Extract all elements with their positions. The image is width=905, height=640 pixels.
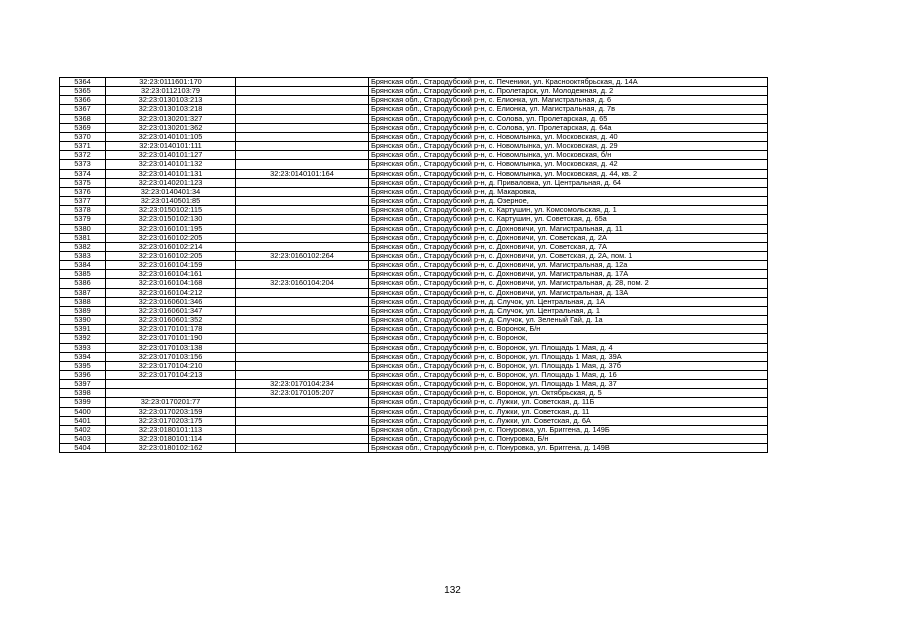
row-number-cell: 5376 (60, 187, 106, 196)
cadastral-number-cell: 32:23:0140501:85 (106, 197, 236, 206)
address-cell: Брянская обл., Стародубский р-н, д. Случок, ул. Зеленый Гай, д. 1а (369, 316, 768, 325)
table-row (60, 325, 768, 334)
row-number-cell: 5382 (60, 242, 106, 251)
object-cadastral-number-cell (236, 96, 369, 105)
address-cell: Брянская обл., Стародубский р-н, с. Лужки, ул. Советская, д. 11 (369, 407, 768, 416)
cadastral-number-cell: 32:23:0170101:178 (106, 325, 236, 334)
cadastral-number-cell: 32:23:0130103:213 (106, 96, 236, 105)
object-cadastral-number-cell (236, 398, 369, 407)
table-row (60, 444, 768, 453)
table-row (60, 270, 768, 279)
register-table-body (60, 78, 768, 453)
row-number-cell: 5370 (60, 132, 106, 141)
row-number-cell: 5380 (60, 224, 106, 233)
object-cadastral-number-cell (236, 425, 369, 434)
table-row (60, 261, 768, 270)
table-row (60, 334, 768, 343)
object-cadastral-number-cell (236, 361, 369, 370)
table-row (60, 215, 768, 224)
row-number-cell: 5366 (60, 96, 106, 105)
address-cell: Брянская обл., Стародубский р-н, с. Солова, ул. Пролетарская, д. 64а (369, 123, 768, 132)
row-number-cell: 5393 (60, 343, 106, 352)
table-row (60, 233, 768, 242)
object-cadastral-number-cell: 32:23:0170105:207 (236, 389, 369, 398)
row-number-cell: 5401 (60, 416, 106, 425)
row-number-cell: 5404 (60, 444, 106, 453)
object-cadastral-number-cell (236, 206, 369, 215)
object-cadastral-number-cell (236, 233, 369, 242)
table-row (60, 178, 768, 187)
cadastral-number-cell: 32:23:0170101:190 (106, 334, 236, 343)
object-cadastral-number-cell (236, 160, 369, 169)
cadastral-number-cell: 32:23:0180101:114 (106, 435, 236, 444)
address-cell: Брянская обл., Стародубский р-н, с. Воронок, ул. Площадь 1 Мая, д. 37 (369, 380, 768, 389)
cadastral-number-cell: 32:23:0160101:195 (106, 224, 236, 233)
cadastral-number-cell: 32:23:0130201:327 (106, 114, 236, 123)
row-number-cell: 5384 (60, 261, 106, 270)
object-cadastral-number-cell (236, 407, 369, 416)
address-cell: Брянская обл., Стародубский р-н, с. Воронок, Б/н (369, 325, 768, 334)
row-number-cell: 5397 (60, 380, 106, 389)
object-cadastral-number-cell: 32:23:0170104:234 (236, 380, 369, 389)
address-cell: Брянская обл., Стародубский р-н, с. Лужки, ул. Советская, д. 11Б (369, 398, 768, 407)
address-cell: Брянская обл., Стародубский р-н, с. Новомлынка, ул. Московская, д. 29 (369, 142, 768, 151)
table-row (60, 398, 768, 407)
address-cell: Брянская обл., Стародубский р-н, с. Лужки, ул. Советская, д. 6А (369, 416, 768, 425)
cadastral-number-cell: 32:23:0170103:156 (106, 352, 236, 361)
object-cadastral-number-cell: 32:23:0160104:204 (236, 279, 369, 288)
cadastral-number-cell: 32:23:0112103:79 (106, 87, 236, 96)
table-row (60, 151, 768, 160)
address-cell: Брянская обл., Стародубский р-н, с. Воронок, ул. Октябрьская, д. 5 (369, 389, 768, 398)
address-cell: Брянская обл., Стародубский р-н, с. Картушин, ул. Комсомольская, д. 1 (369, 206, 768, 215)
table-row (60, 389, 768, 398)
cadastral-number-cell: 32:23:0160102:214 (106, 242, 236, 251)
object-cadastral-number-cell (236, 288, 369, 297)
object-cadastral-number-cell (236, 343, 369, 352)
address-cell: Брянская обл., Стародубский р-н, с. Новомлынка, ул. Московская, д. 42 (369, 160, 768, 169)
cadastral-number-cell: 32:23:0170201:77 (106, 398, 236, 407)
address-cell: Брянская обл., Стародубский р-н, с. Дохновичи, ул. Магистральная, д. 13А (369, 288, 768, 297)
cadastral-number-cell: 32:23:0140101:111 (106, 142, 236, 151)
cadastral-number-cell (106, 389, 236, 398)
cadastral-number-cell: 32:23:0160601:346 (106, 297, 236, 306)
table-row (60, 206, 768, 215)
address-cell: Брянская обл., Стародубский р-н, с. Печеники, ул. Краснооктябрьская, д. 14А (369, 78, 768, 87)
object-cadastral-number-cell (236, 242, 369, 251)
cadastral-number-cell: 32:23:0160102:205 (106, 251, 236, 260)
table-row (60, 343, 768, 352)
row-number-cell: 5398 (60, 389, 106, 398)
table-row (60, 352, 768, 361)
cadastral-number-cell: 32:23:0170104:213 (106, 371, 236, 380)
object-cadastral-number-cell (236, 187, 369, 196)
object-cadastral-number-cell (236, 132, 369, 141)
address-cell: Брянская обл., Стародубский р-н, д. Макаровка, (369, 187, 768, 196)
object-cadastral-number-cell (236, 224, 369, 233)
address-cell: Брянская обл., Стародубский р-н, с. Дохновичи, ул. Магистральная, д. 17А (369, 270, 768, 279)
row-number-cell: 5378 (60, 206, 106, 215)
table-row (60, 407, 768, 416)
table-row (60, 224, 768, 233)
cadastral-number-cell: 32:23:0160104:159 (106, 261, 236, 270)
object-cadastral-number-cell (236, 215, 369, 224)
row-number-cell: 5383 (60, 251, 106, 260)
row-number-cell: 5368 (60, 114, 106, 123)
row-number-cell: 5396 (60, 371, 106, 380)
cadastral-number-cell: 32:23:0160104:161 (106, 270, 236, 279)
row-number-cell: 5381 (60, 233, 106, 242)
cadastral-number-cell: 32:23:0170203:159 (106, 407, 236, 416)
cadastral-number-cell: 32:23:0150102:130 (106, 215, 236, 224)
row-number-cell: 5386 (60, 279, 106, 288)
table-row (60, 380, 768, 389)
row-number-cell: 5402 (60, 425, 106, 434)
table-row (60, 78, 768, 87)
table-row (60, 416, 768, 425)
object-cadastral-number-cell (236, 87, 369, 96)
cadastral-number-cell: 32:23:0140201:123 (106, 178, 236, 187)
object-cadastral-number-cell: 32:23:0160102:264 (236, 251, 369, 260)
address-cell: Брянская обл., Стародубский р-н, с. Новомлынка, ул. Московская, б/н (369, 151, 768, 160)
object-cadastral-number-cell (236, 435, 369, 444)
cadastral-number-cell: 32:23:0140401:34 (106, 187, 236, 196)
address-cell: Брянская обл., Стародубский р-н, с. Картушин, ул. Советская, д. 65а (369, 215, 768, 224)
cadastral-number-cell: 32:23:0130103:218 (106, 105, 236, 114)
object-cadastral-number-cell (236, 114, 369, 123)
row-number-cell: 5387 (60, 288, 106, 297)
address-cell: Брянская обл., Стародубский р-н, с. Понуровка, Б/н (369, 435, 768, 444)
table-row (60, 142, 768, 151)
address-cell: Брянская обл., Стародубский р-н, д. Случок, ул. Центральная, д. 1А (369, 297, 768, 306)
address-cell: Брянская обл., Стародубский р-н, с. Воронок, ул. Площадь 1 Мая, д. 39А (369, 352, 768, 361)
object-cadastral-number-cell (236, 334, 369, 343)
table-row (60, 306, 768, 315)
row-number-cell: 5369 (60, 123, 106, 132)
row-number-cell: 5400 (60, 407, 106, 416)
row-number-cell: 5374 (60, 169, 106, 178)
row-number-cell: 5365 (60, 87, 106, 96)
object-cadastral-number-cell (236, 306, 369, 315)
address-cell: Брянская обл., Стародубский р-н, с. Воронок, ул. Площадь 1 Мая, д. 16 (369, 371, 768, 380)
object-cadastral-number-cell (236, 142, 369, 151)
object-cadastral-number-cell (236, 151, 369, 160)
cadastral-number-cell: 32:23:0170203:175 (106, 416, 236, 425)
address-cell: Брянская обл., Стародубский р-н, д. Случок, ул. Центральная, д. 1 (369, 306, 768, 315)
row-number-cell: 5392 (60, 334, 106, 343)
address-cell: Брянская обл., Стародубский р-н, с. Понуровка, ул. Бриггена, д. 149Б (369, 425, 768, 434)
address-cell: Брянская обл., Стародубский р-н, с. Солова, ул. Пролетарская, д. 65 (369, 114, 768, 123)
table-row (60, 96, 768, 105)
address-cell: Брянская обл., Стародубский р-н, с. Новомлынка, ул. Московская, д. 40 (369, 132, 768, 141)
table-row (60, 371, 768, 380)
object-cadastral-number-cell: 32:23:0140101:164 (236, 169, 369, 178)
object-cadastral-number-cell (236, 325, 369, 334)
address-cell: Брянская обл., Стародубский р-н, с. Дохновичи, ул. Советская, д. 2А, пом. 1 (369, 251, 768, 260)
object-cadastral-number-cell (236, 123, 369, 132)
address-cell: Брянская обл., Стародубский р-н, с. Воронок, ул. Площадь 1 Мая, д. 4 (369, 343, 768, 352)
cadastral-number-cell: 32:23:0140101:132 (106, 160, 236, 169)
cadastral-number-cell (106, 380, 236, 389)
cadastral-number-cell: 32:23:0170104:210 (106, 361, 236, 370)
object-cadastral-number-cell (236, 371, 369, 380)
address-cell: Брянская обл., Стародубский р-н, д. Озерное, (369, 197, 768, 206)
table-row (60, 105, 768, 114)
row-number-cell: 5388 (60, 297, 106, 306)
cadastral-number-cell: 32:23:0140101:131 (106, 169, 236, 178)
object-cadastral-number-cell (236, 352, 369, 361)
cadastral-number-cell: 32:23:0140101:127 (106, 151, 236, 160)
cadastral-number-cell: 32:23:0140101:105 (106, 132, 236, 141)
object-cadastral-number-cell (236, 178, 369, 187)
table-row (60, 160, 768, 169)
row-number-cell: 5389 (60, 306, 106, 315)
table-row (60, 87, 768, 96)
row-number-cell: 5371 (60, 142, 106, 151)
object-cadastral-number-cell (236, 197, 369, 206)
row-number-cell: 5403 (60, 435, 106, 444)
table-row (60, 361, 768, 370)
object-cadastral-number-cell (236, 297, 369, 306)
address-cell: Брянская обл., Стародубский р-н, д. Приваловка, ул. Центральная, д. 64 (369, 178, 768, 187)
object-cadastral-number-cell (236, 261, 369, 270)
object-cadastral-number-cell (236, 444, 369, 453)
address-cell: Брянская обл., Стародубский р-н, с. Дохновичи, ул. Магистральная, д. 12а (369, 261, 768, 270)
table-row (60, 169, 768, 178)
row-number-cell: 5379 (60, 215, 106, 224)
row-number-cell: 5375 (60, 178, 106, 187)
row-number-cell: 5373 (60, 160, 106, 169)
cadastral-number-cell: 32:23:0160104:212 (106, 288, 236, 297)
table-row (60, 435, 768, 444)
object-cadastral-number-cell (236, 316, 369, 325)
object-cadastral-number-cell (236, 270, 369, 279)
cadastral-number-cell: 32:23:0160601:347 (106, 306, 236, 315)
table-row (60, 187, 768, 196)
cadastral-number-cell: 32:23:0170103:138 (106, 343, 236, 352)
row-number-cell: 5395 (60, 361, 106, 370)
address-cell: Брянская обл., Стародубский р-н, с. Пролетарск, ул. Молодежная, д. 2 (369, 87, 768, 96)
row-number-cell: 5394 (60, 352, 106, 361)
object-cadastral-number-cell (236, 105, 369, 114)
table-row (60, 251, 768, 260)
object-cadastral-number-cell (236, 416, 369, 425)
row-number-cell: 5364 (60, 78, 106, 87)
object-cadastral-number-cell (236, 78, 369, 87)
table-row (60, 114, 768, 123)
cadastral-number-cell: 32:23:0160104:168 (106, 279, 236, 288)
cadastral-number-cell: 32:23:0130201:362 (106, 123, 236, 132)
row-number-cell: 5390 (60, 316, 106, 325)
address-cell: Брянская обл., Стародубский р-н, с. Воронок, (369, 334, 768, 343)
row-number-cell: 5367 (60, 105, 106, 114)
cadastral-number-cell: 32:23:0160601:352 (106, 316, 236, 325)
cadastral-number-cell: 32:23:0180101:113 (106, 425, 236, 434)
address-cell: Брянская обл., Стародубский р-н, с. Понуровка, ул. Бриггена, д. 149В (369, 444, 768, 453)
row-number-cell: 5399 (60, 398, 106, 407)
table-row (60, 197, 768, 206)
table-row (60, 242, 768, 251)
address-cell: Брянская обл., Стародубский р-н, с. Дохновичи, ул. Советская, д. 7А (369, 242, 768, 251)
row-number-cell: 5385 (60, 270, 106, 279)
row-number-cell: 5377 (60, 197, 106, 206)
table-row (60, 132, 768, 141)
address-cell: Брянская обл., Стародубский р-н, с. Новомлынка, ул. Московская, д. 44, кв. 2 (369, 169, 768, 178)
table-row (60, 123, 768, 132)
property-register-table (59, 77, 768, 453)
address-cell: Брянская обл., Стародубский р-н, с. Елионка, ул. Магистральная, д. 7в (369, 105, 768, 114)
row-number-cell: 5391 (60, 325, 106, 334)
table-row (60, 279, 768, 288)
cadastral-number-cell: 32:23:0180102:162 (106, 444, 236, 453)
table-row (60, 297, 768, 306)
address-cell: Брянская обл., Стародубский р-н, с. Елионка, ул. Магистральная, д. 6 (369, 96, 768, 105)
row-number-cell: 5372 (60, 151, 106, 160)
address-cell: Брянская обл., Стародубский р-н, с. Дохновичи, ул. Советская, д. 2А (369, 233, 768, 242)
cadastral-number-cell: 32:23:0150102:115 (106, 206, 236, 215)
table-row (60, 425, 768, 434)
address-cell: Брянская обл., Стародубский р-н, с. Дохновичи, ул. Магистральная, д. 28, пом. 2 (369, 279, 768, 288)
address-cell: Брянская обл., Стародубский р-н, с. Воронок, ул. Площадь 1 Мая, д. 37б (369, 361, 768, 370)
table-row (60, 316, 768, 325)
table-row (60, 288, 768, 297)
cadastral-number-cell: 32:23:0111601:170 (106, 78, 236, 87)
cadastral-number-cell: 32:23:0160102:205 (106, 233, 236, 242)
address-cell: Брянская обл., Стародубский р-н, с. Дохновичи, ул. Магистральная, д. 11 (369, 224, 768, 233)
page-number: 132 (444, 585, 461, 596)
